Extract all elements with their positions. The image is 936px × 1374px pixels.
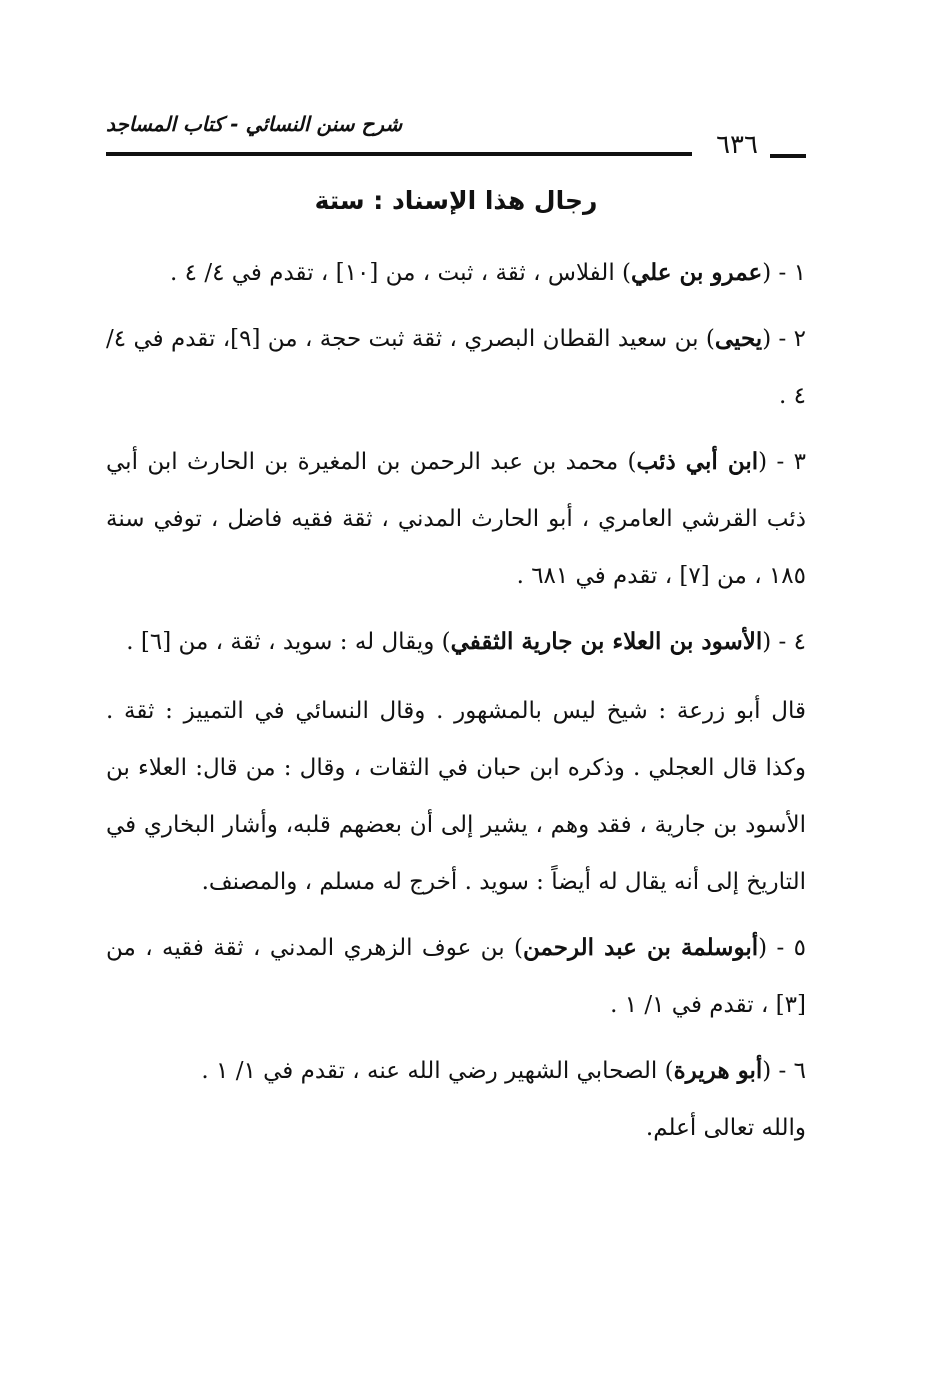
entry-text: ) ويقال له : سويد ، ثقة ، من [٦] .	[126, 629, 451, 655]
entry-text: ) بن عوف الزهري المدني ، ثقة فقيه ، من [٣] ، تقدم في ١/ ١ .	[106, 935, 806, 1018]
entry-prefix: ٦ - (	[762, 1058, 806, 1084]
narrator-entry-2	[106, 310, 806, 425]
entry-text: ) محمد بن عبد الرحمن بن المغيرة بن الحارث ابن أبي ذئب القرشي العامري ، أبو الحارث المدني ، ثقة فقيه فاضل ، توفي سنة ١٨٥ ، من [٧] ، تقدم في ٦٨١ .	[106, 449, 806, 589]
page-number: ٦٣٦	[716, 130, 758, 160]
narrator-name: أبو هريرة	[673, 1057, 763, 1084]
narrator-entry-5	[106, 919, 806, 1034]
section-title: رجال هذا الإسناد : ستة	[314, 186, 598, 215]
entry-prefix: ١ - (	[762, 260, 806, 286]
page-header	[106, 108, 806, 168]
narrator-name: ابن أبي ذئب	[636, 448, 759, 475]
narrator-name: أبوسلمة بن عبد الرحمن	[522, 934, 759, 961]
closing-text: والله تعالى أعلم.	[645, 1115, 806, 1141]
narrator-entry-6	[106, 1042, 806, 1157]
entry-text: ) بن سعيد القطان البصري ، ثقة ثبت حجة ، من [٩]، تقدم في ٤/ ٤ .	[106, 326, 806, 409]
page-number-dash	[770, 154, 806, 158]
narrator-entry-1	[106, 244, 806, 302]
page-content	[106, 244, 806, 1165]
narrator-name: يحيى	[714, 325, 763, 352]
narrator-name: عمرو بن علي	[631, 259, 763, 286]
running-title: شرح سنن النسائي - كتاب المساجد	[106, 112, 403, 136]
header-rule	[106, 152, 692, 156]
narrator-entry-4	[106, 613, 806, 671]
entry-text: ) الفلاس ، ثقة ، ثبت ، من [١٠] ، تقدم في ٤/ ٤ .	[170, 260, 631, 286]
narrator-name: الأسود بن العلاء بن جارية الثقفي	[450, 628, 763, 655]
entry-prefix: ٤ - (	[762, 629, 806, 655]
entry-prefix: ٥ - (	[758, 935, 807, 961]
entry-prefix: ٣ - (	[758, 449, 806, 475]
narrator-entry-3	[106, 433, 806, 605]
entry-text: ) الصحابي الشهير رضي الله عنه ، تقدم في ١/ ١ .	[201, 1058, 674, 1084]
entry-prefix: ٢ - (	[762, 326, 807, 352]
commentary-paragraph: قال أبو زرعة : شيخ ليس بالمشهور . وقال النسائي في التمييز : ثقة . وكذا قال العجلي . وذكره ابن حبان في الثقات ، وقال : من قال: العلاء بن الأسود بن جارية ، فقد وهم ، يشير إلى أن بعضهم قلبه، وأشار البخاري في التاريخ إلى أنه يقال له أيضاً : سويد . أخرج له مسلم ، والمصنف.	[106, 698, 806, 895]
